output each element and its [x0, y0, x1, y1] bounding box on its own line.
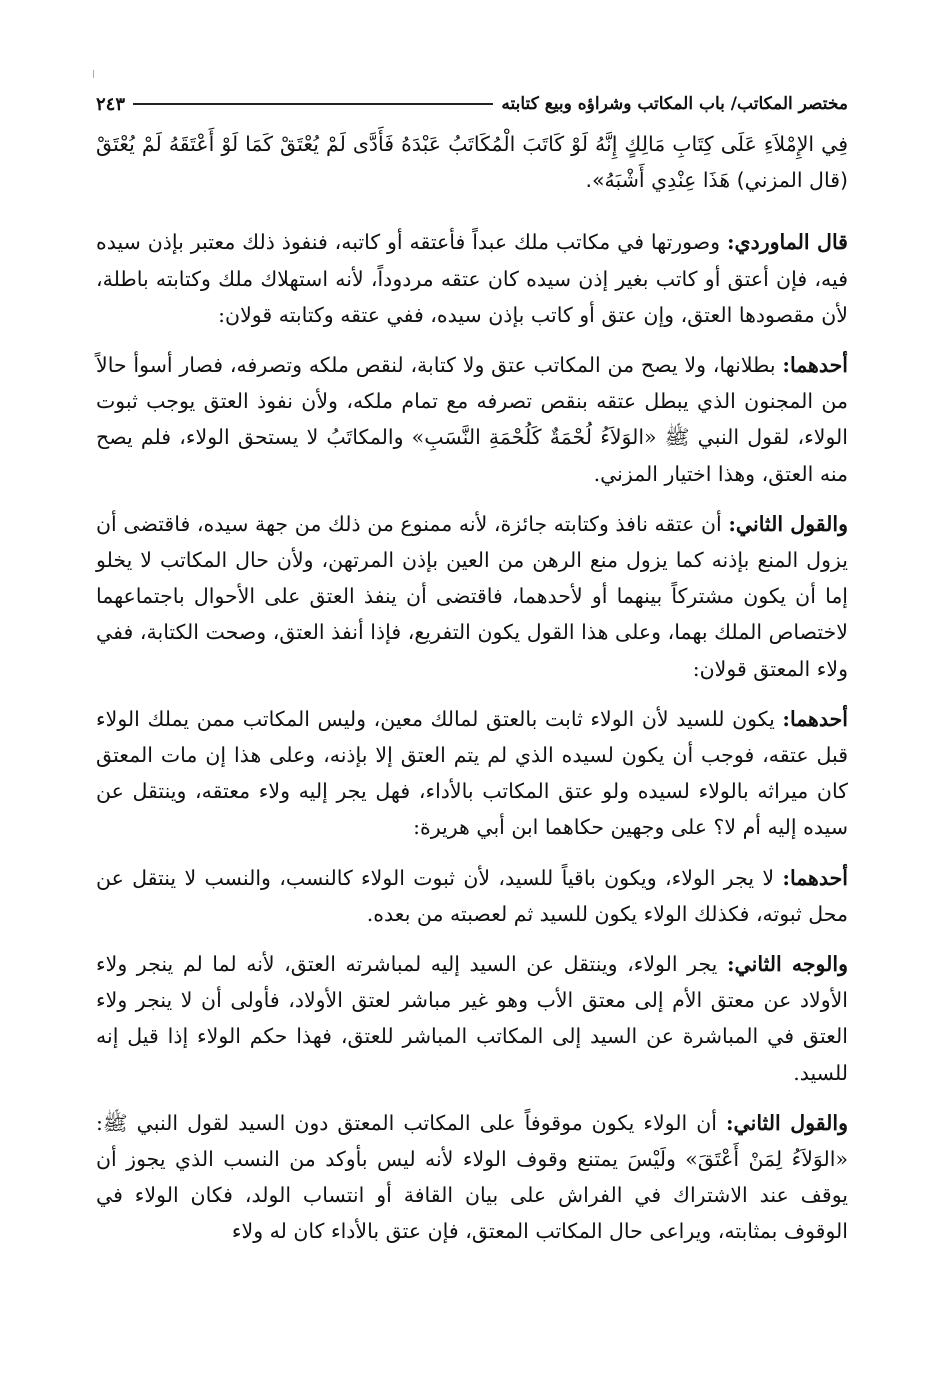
paragraph-text: بطلانها، ولا يصح من المكاتب عتق ولا كتابة، لنقص ملكه وتصرفه، فصار أسوأ حالاً من المجنون الذي يبطل عتقه بنقص تصرفه مع تمام ملكه، ولأن نفوذ العتق يوجب ثبوت الولاء، لقول النبي ﷺ «الوَلاَءُ لُحْمَةٌ كَلُحْمَةِ النَّسَبِ» والمكاتَبُ لا يستحق الولاء، فلم يصح منه العتق، وهذا اختيار المزني.: [96, 353, 848, 486]
paragraph-text: فِي الإِمْلاَءِ عَلَى كِتَابِ مَالِكٍ إِنَّهُ لَوْ كَاتَبَ الْمُكَاتَبُ عَبْدَهُ فَأَدَّى لَمْ يُعْتَقْ كَمَا لَوْ أَعْتَقَهُ لَمْ يُعْتَقْ (قال المزني) هَذَا عِنْدِي أَشْبَهُ».: [96, 132, 848, 193]
paragraph-lead: قال الماوردي:: [726, 230, 848, 255]
page-corner-mark: [93, 70, 94, 78]
paragraph-second-opinion: [96, 506, 848, 687]
paragraph-lead: والوجه الثاني:: [726, 952, 848, 977]
page-body: [96, 126, 848, 1250]
paragraph-text: يجر الولاء، وينتقل عن السيد إليه لمباشرته العتق، لأنه لما لم ينجر ولاء الأولاد عن معتق الأم إلى معتق الأب وهو غير مباشر لعتق الأولاد، فأولى أن لا ينجر ولاء العتق في المباشرة عن السيد إلى المكاتب المباشر للعتق، فهذا حكم الولاء إذا قيل إنه للسيد.: [96, 952, 848, 1085]
page-number: ٢٤٣: [96, 93, 126, 115]
paragraph-text: أن الولاء يكون موقوفاً على المكاتب المعتق دون السيد لقول النبي ﷺ: «الوَلاَءُ لِمَنْ أَعْتَقَ» ولَيْسَ يمتنع وقوف الولاء لأنه ليس بأوكد من النسب الذي يجوز أن يوقف عند الاشتراك في الفراش على بيان القافة أو انتساب الولد، فكان الولاء في الوقوف بمثابته، ويراعى حال المكاتب المعتق، فإن عتق بالأداء كان له ولاء: [96, 1110, 848, 1244]
paragraph-mawardi: [96, 224, 848, 333]
paragraph-lead: والقول الثاني:: [728, 511, 849, 536]
paragraph-second-saying: [96, 1105, 848, 1250]
running-header: [96, 84, 848, 124]
chapter-title: مختصر المكاتب/ باب المكاتب وشراؤه وبيع كتابته: [501, 94, 848, 114]
paragraph-text: يكون للسيد لأن الولاء ثابت بالعتق لمالك معين، وليس المكاتب ممن يملك الولاء قبل عتقه، فوجب أن يكون لسيده الذي لم يتم العتق إلا بإذنه، وعلى هذا إن مات المعتق كان ميراثه بالولاء لسيده ولو عتق المكاتب بالأداء، فهل يجر إليه ولاء معتقه، وينتقل عن سيده إليه أم لا؟ على وجهين حكاهما ابن أبي هريرة:: [96, 706, 848, 840]
paragraph-lead: والقول الثاني:: [725, 1110, 848, 1135]
paragraph-second-aspect: [96, 946, 848, 1091]
header-rule: [133, 103, 493, 105]
paragraph-first-opinion: [96, 347, 848, 492]
paragraph-lead: أحدهما:: [782, 706, 848, 731]
paragraph-text: أن عتقه نافذ وكتابته جائزة، لأنه ممنوع من ذلك من جهة سيده، فاقتضى أن يزول المنع بإذنه كما يزول منع الرهن من العين بإذن المرتهن، ولأن حال المكاتب لا يخلو إما أن يكون مشتركاً بينهما أو لأحدهما، فاقتضى أن ينفذ العتق على الأحوال باجتماعهما لاختصاص الملك بهما، وعلى هذا القول يكون التفريع، فإذا أنفذ العتق، وصحت الكتابة، ففي ولاء المعتق قولان:: [96, 511, 848, 681]
paragraph-lead: أحدهما:: [782, 353, 848, 378]
quoted-text-paragraph: [96, 126, 848, 198]
paragraph-text: وصورتها في مكاتب ملك عبداً فأعتقه أو كاتبه، فنفوذ ذلك معتبر بإذن سيده فيه، فإن أعتق أو كاتب بغير إذن سيده كان عتقه مردوداً، لأنه استهلاك ملك وكتابته باطلة، لأن مقصودها العتق، وإن عتق أو كاتب بإذن سيده، ففي عتقه وكتابته قولان:: [96, 230, 848, 327]
paragraph-text: لا يجر الولاء، ويكون باقياً للسيد، لأن ثبوت الولاء كالنسب، والنسب لا ينتقل عن محل ثبوته، فكذلك الولاء يكون للسيد ثم لعصبته من بعده.: [96, 865, 848, 926]
book-page: [96, 84, 848, 1264]
paragraph-first-of-two: [96, 701, 848, 846]
paragraph-first-aspect: [96, 860, 848, 932]
paragraph-lead: أحدهما:: [782, 865, 848, 890]
